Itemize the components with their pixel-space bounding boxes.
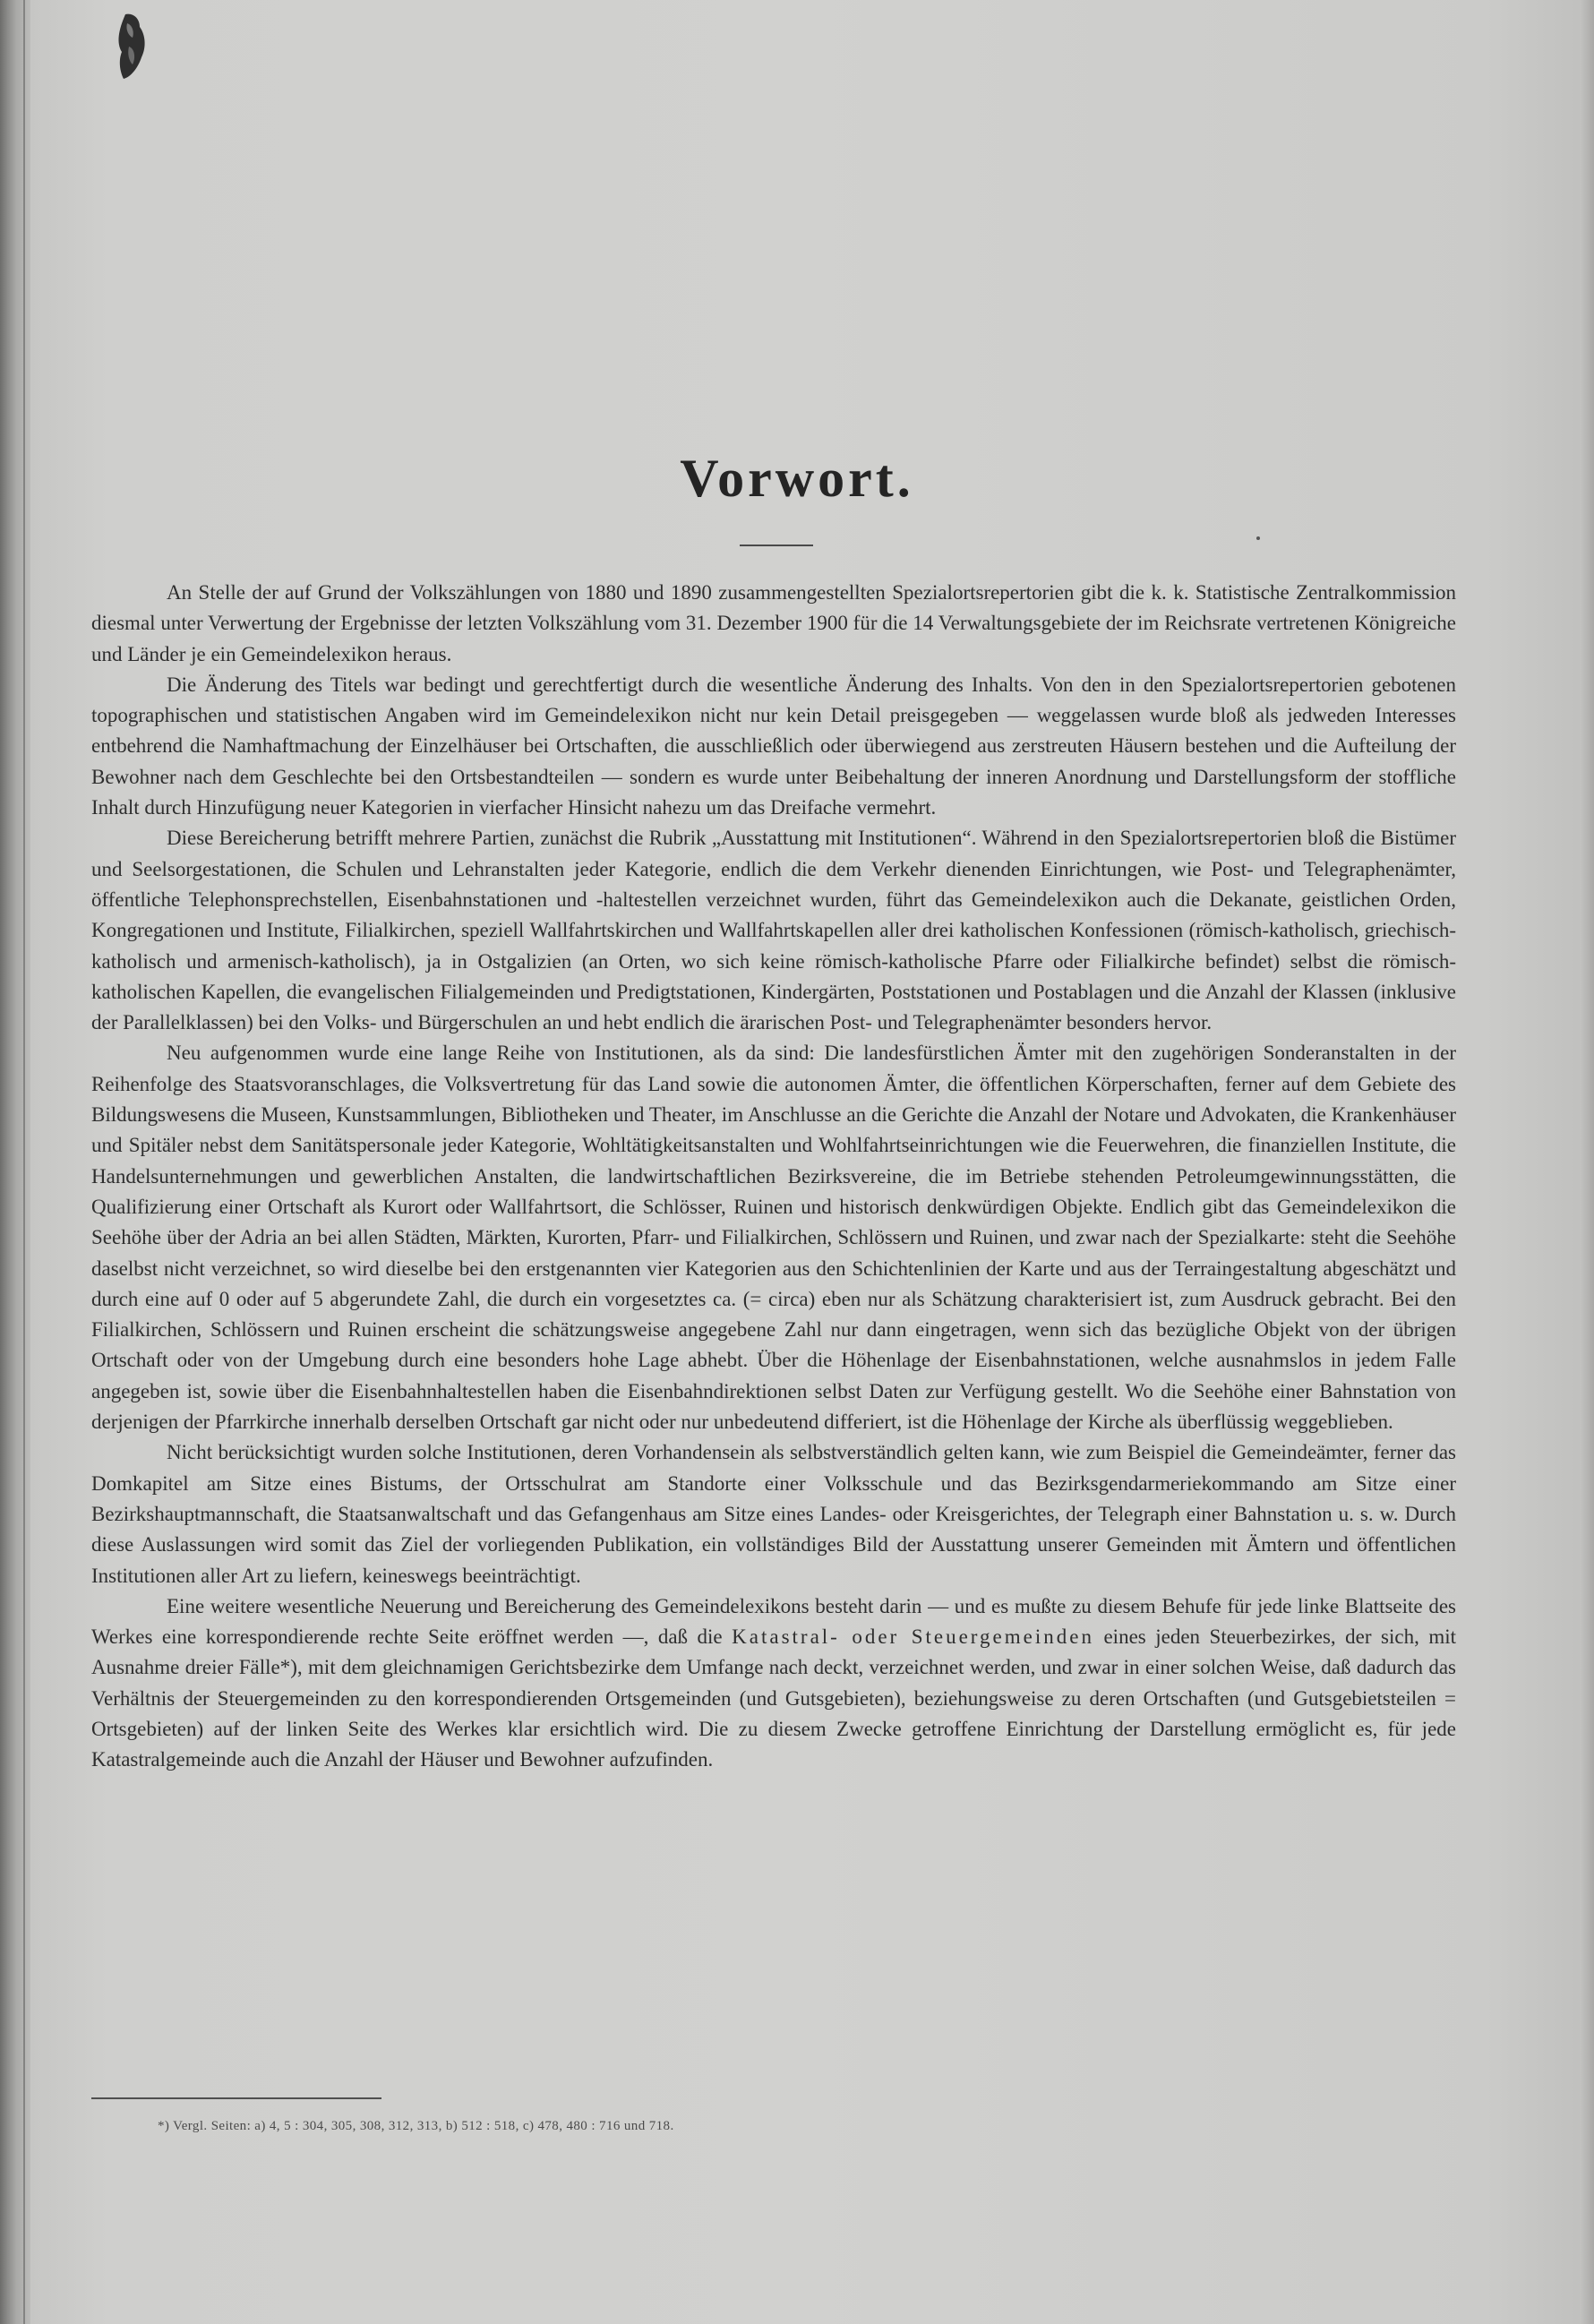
preface-body [91, 578, 1456, 1776]
paragraph-6-part-1: Eine weitere wesentliche Neuerung und Bereicherung des Gemeindelexikons besteht darin — und es mußte zu diesem Behufe für jede linke Blattseite des Werkes eine korrespondierende rechte Seite eröffnet werden —, daß die [91, 1594, 1456, 1649]
paragraph-4: Neu aufgenommen wurde eine lange Reihe von Institutionen, als da sind: Die landesfürstlichen Ämter mit den zugehörigen Sonderanstalten in der Reihenfolge des Staatsvoranschlages, die Volksvertretung für das Land sowie die autonomen Ämter, die öffentlichen Körperschaften, ferner auf dem Gebiete des Bildungswesens die Museen, Kunstsammlungen, Bibliotheken und Theater, im Anschlusse an die Gerichte die Anzahl der Notare und Advokaten, die Krankenhäuser und Spitäler nebst dem Sanitätspersonale jeder Kategorie, Wohltätigkeitsanstalten und Wohlfahrtseinrichtungen wie die Feuerwehren, die finanziellen Institute, die Handelsunternehmungen und gewerblichen Anstalten, die landwirtschaftlichen Bezirksvereine, die im Betriebe stehenden Petroleumgewinnungsstätten, die Qualifizierung einer Ortschaft als Kurort oder Wallfahrtsort, die Schlösser, Ruinen und historisch denkwürdigen Objekte. Endlich gibt das Gemeindelexikon die Seehöhe über der Adria an bei allen Städten, Märkten, Kurorten, Pfarr- und Filialkirchen, Schlössern und Ruinen, und zwar nach der Spezialkarte: steht die Seehöhe daselbst nicht verzeichnet, so wird dieselbe bei den erstgenannten vier Kategorien aus den Schichtenlinien der Karte und aus der Terraingestaltung abgeschätzt und durch eine auf 0 oder auf 5 abgerundete Zahl, die durch ein vorgesetztes ca. (= circa) eben nur als Schätzung charakterisiert ist, zum Ausdruck gebracht. Bei den Filialkirchen, Schlössern und Ruinen erscheint die schätzungsweise angegebene Zahl nur dann eingetragen, wenn sich das bezügliche Objekt von der übrigen Ortschaft oder von der Umgebung durch eine besonders hohe Lage abhebt. Über die Höhenlage der Eisenbahnstationen, welche ausnahmslos in jedem Falle angegeben ist, sowie über die Eisenbahnhaltestellen haben die Eisenbahndirektionen selbst Daten zur Verfügung gestellt. Wo die Seehöhe einer Bahnstation von derjenigen der Pfarrkirche innerhalb derselben Ortschaft gar nicht oder nur unbedeutend differiert, ist die Höhenlage der Kirche als überflüssig weggeblieben. [91, 1042, 1456, 1434]
paragraph-5: Nicht berücksichtigt wurden solche Institutionen, deren Vorhandensein als selbstverständlich gelten kann, wie zum Beispiel die Gemeindeämter, ferner das Domkapitel am Sitze eines Bistums, der Ortsschulrat am Standorte einer Volksschule und das Bezirksgendarmeriekommando am Sitze einer Bezirkshauptmannschaft, die Staatsanwaltschaft und das Gefangenhaus am Sitze eines Landes- oder Kreisgerichtes, der Telegraph einer Bahnstation u. s. w. Durch diese Auslassungen wird somit das Ziel der vorliegenden Publikation, ein vollständiges Bild der Ausstattung unserer Gemeinden mit Ämtern und öffentlichen Institutionen aller Art zu liefern, keineswegs beeinträchtigt. [91, 1441, 1456, 1587]
footnote: *) Vergl. Seiten: a) 4, 5 : 304, 305, 308, 312, 313, b) 512 : 518, c) 478, 480 : 716 und 718. [158, 2119, 674, 2133]
paragraph-6 [91, 1591, 1456, 1776]
page-title: Vorwort. [680, 449, 914, 508]
paragraph-6-part-2: eines jeden Steuerbezirkes, der sich, mit Ausnahme dreier Fälle*), mit dem gleichnamigen Gerichtsbezirke dem Umfange nach deckt, verzeichnet werden, und zwar in einer solchen Weise, daß dadurch das Verhältnis der Steuergemeinden zu den korrespondierenden Ortsgemeinden (und Gutsgebieten), beziehungsweise zu deren Ortschaften (und Gutsgebietsteilen = Ortsgebieten) auf der linken Seite des Werkes klar ersichtlich wird. Die zu diesem Zwecke getroffene Einrichtung der Darstellung ermöglicht es, für jede Katastralgemeinde auch die Anzahl der Häuser und Bewohner aufzufinden. [91, 1625, 1457, 1771]
paragraph-2: Die Änderung des Titels war bedingt und gerechtfertigt durch die wesentliche Änderung des Inhalts. Von den in den Spezialortsrepertorien gebotenen topographischen und statistischen Angaben wird im Gemeindelexikon nicht nur kein Detail preisgegeben — weggelassen wurde bloß als jedweden Interesses entbehrend die Namhaftmachung der Einzelhäuser bei Ortschaften, die ausschließlich oder überwiegend aus zerstreuten Häusern bestehen und die Aufteilung der Bewohner nach dem Geschlechte bei den Ortsbestandteilen — sondern es wurde unter Beibehaltung der inneren Anordnung und Darstellungsform der stoffliche Inhalt durch Hinzufügung neuer Kategorien in vierfacher Hinsicht nahezu um das Dreifache vermehrt. [91, 673, 1456, 819]
title-divider [740, 545, 813, 546]
paragraph-1: An Stelle der auf Grund der Volkszählungen von 1880 und 1890 zusammengestellten Spezialortsrepertorien gibt die k. k. Statistische Zentralkommission diesmal unter Verwertung der Ergebnisse der letzten Volkszählung vom 31. Dezember 1900 für die 14 Verwaltungsgebiete der im Reichsrate vertretenen Königreiche und Länder je ein Gemeindelexikon heraus. [91, 581, 1456, 665]
library-stamp-icon [113, 11, 149, 82]
page-right-edge [1580, 0, 1594, 2324]
paragraph-6-emphasis: Katastral- oder Steuergemeinden [732, 1625, 1094, 1649]
paragraph-3: Diese Bereicherung betrifft mehrere Partien, zunächst die Rubrik „Ausstattung mit Institutionen“. Während in den Spezialortsrepertorien bloß die Bistümer und Seelsorgestationen, die Schulen und Lehranstalten jeder Kategorie, endlich die dem Verkehr dienenden Einrichtungen, wie Post- und Telegraphenämter, öffentliche Telephonsprechstellen, Eisenbahnstationen und -haltestellen verzeichnet wurden, führt das Gemeindelexikon auch die Dekanate, geistlichen Orden, Kongregationen und Institute, Filialkirchen, speziell Wallfahrtskirchen und Wallfahrtskapellen aller drei katholischen Konfessionen (römisch-katholisch, griechisch-katholisch und armenisch-katholisch), ja in Ostgalizien (an Orten, wo sich keine römisch-katholische Pfarre oder Filialkirche befindet) selbst die römisch-katholischen Kapellen, die evangelischen Filialgemeinden und Predigtstationen, Kindergärten, Poststationen und Postablagen und die Anzahl der Klassen (inklusive der Parallelklassen) bei den Volks- und Bürgerschulen an und hebt endlich die ärarischen Post- und Telegraphenämter besonders hervor. [91, 827, 1456, 1034]
page-binding-edge [0, 0, 30, 2324]
binding-shadow-line [23, 0, 25, 2324]
footnote-divider [91, 2097, 381, 2099]
print-speck [1256, 536, 1260, 540]
